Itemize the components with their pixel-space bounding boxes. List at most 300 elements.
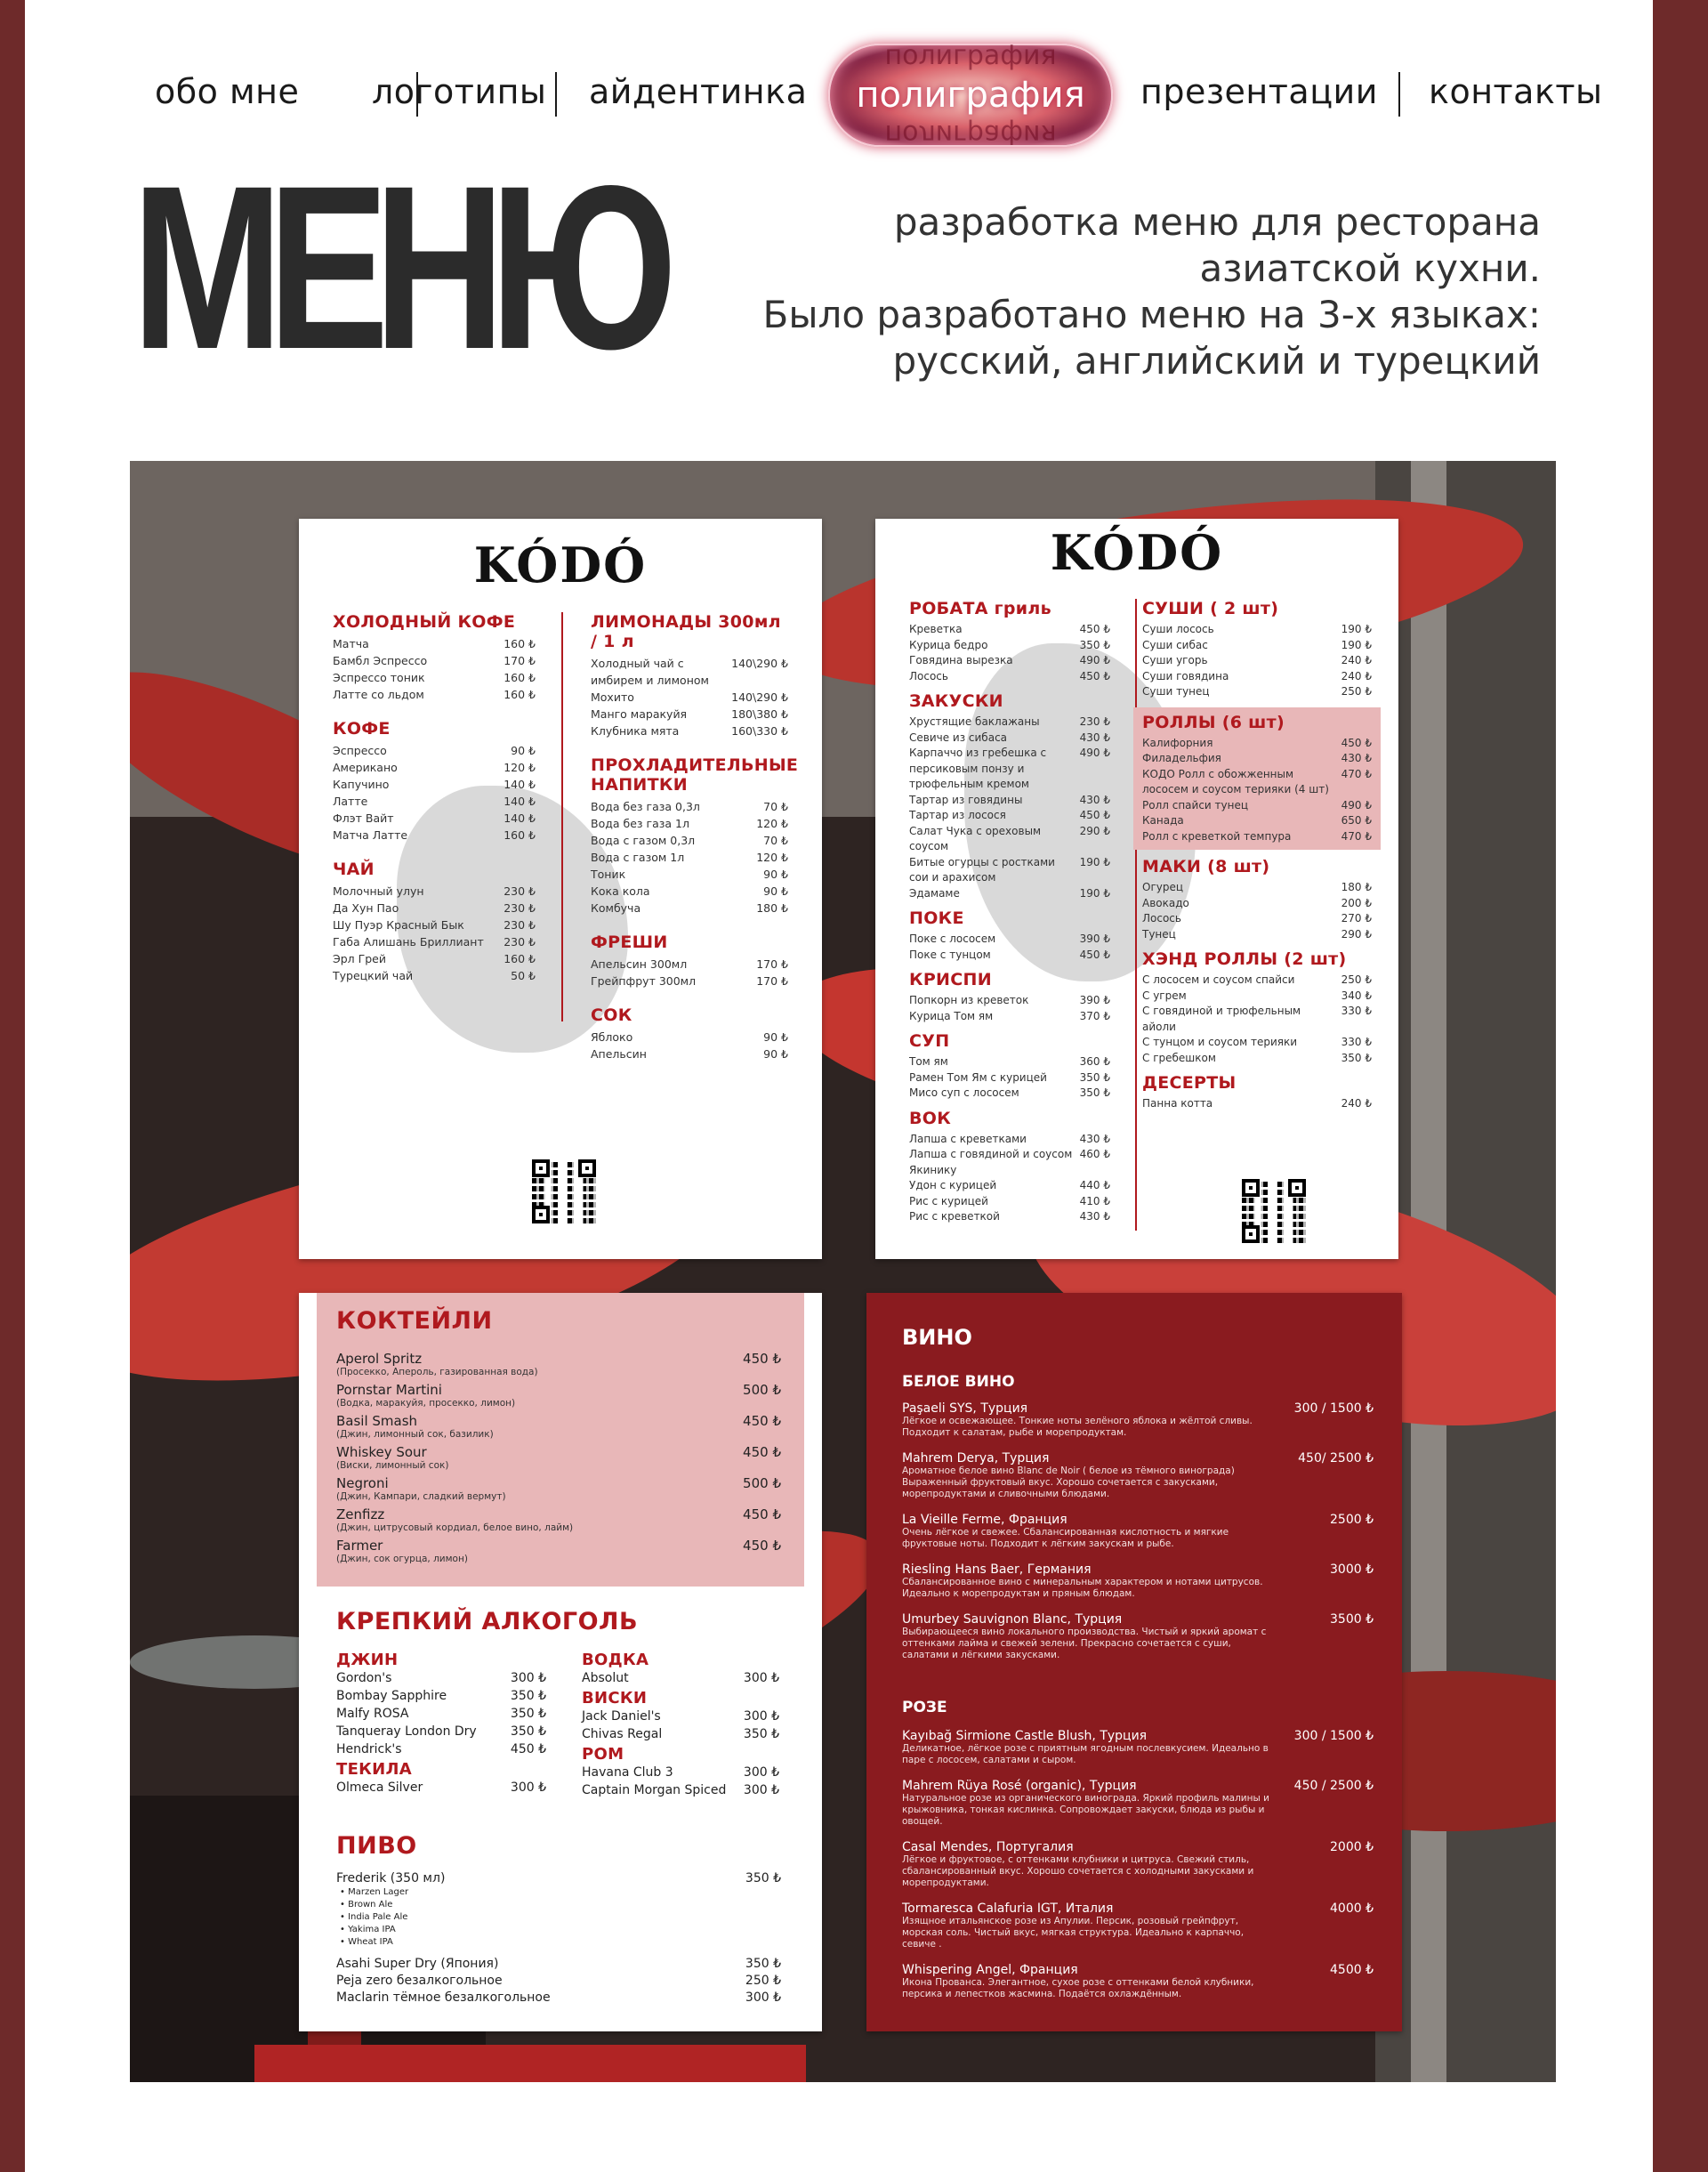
item-price: 450 ₺ — [1079, 809, 1110, 821]
menu-section — [1133, 1073, 1381, 1112]
menu-item-row — [909, 993, 1110, 1009]
menu-item-row — [1142, 767, 1372, 798]
menu-section — [900, 908, 1119, 963]
item-name: Тунец — [1142, 927, 1176, 941]
drink-name: Chivas Regal — [582, 1727, 663, 1741]
kodo-logo: KÓDÓ — [1050, 524, 1224, 581]
page — [25, 0, 1653, 2172]
menu-item-row — [909, 932, 1110, 948]
item-price: 230 ₺ — [504, 935, 536, 949]
beer-price: 250 ₺ — [745, 1974, 781, 1988]
cocktail-price: 450 ₺ — [743, 1351, 781, 1367]
menu-item-row — [591, 883, 788, 900]
drink-row — [582, 1781, 779, 1799]
item-price: 330 ₺ — [1341, 1005, 1372, 1017]
item-name: Грейпфрут 300мл — [591, 974, 697, 988]
menu-card-wine — [866, 1293, 1402, 2031]
wine-price: 4500 ₺ — [1330, 1963, 1374, 1977]
item-price: 370 ₺ — [1079, 1009, 1110, 1022]
item-price: 70 ₺ — [763, 834, 788, 847]
item-name: Хрустящие баклажаны — [909, 715, 1040, 728]
item-name: Суши угорь — [1142, 654, 1208, 666]
menu-item-row — [333, 759, 536, 776]
item-price: 240 ₺ — [1341, 669, 1372, 682]
wine-price: 2500 ₺ — [1330, 1513, 1374, 1527]
nav-about[interactable]: обо мне — [155, 72, 300, 111]
cocktail-ingredients: (Джин, лимонный сок, базилик) — [336, 1429, 494, 1440]
drink-price: 350 ₺ — [510, 1689, 546, 1703]
beer-name: Peja zero безалкогольное — [336, 1974, 503, 1988]
item-price: 250 ₺ — [1341, 685, 1372, 698]
item-name: Ролл спайси тунец — [1142, 798, 1249, 811]
item-name: Апельсин — [591, 1047, 647, 1061]
drink-name: Absolut — [582, 1671, 629, 1685]
wine-name: Umurbey Sauvignon Blanc, Турция — [902, 1612, 1123, 1627]
menu-item-row — [909, 886, 1110, 902]
section-title: ВИСКИ — [582, 1689, 648, 1708]
drink-price: 300 ₺ — [510, 1780, 546, 1795]
menu-section — [900, 1031, 1119, 1102]
nav-contacts[interactable]: контакты — [1429, 72, 1603, 111]
beer-name: Asahi Super Dry (Япония) — [336, 1957, 499, 1971]
item-price: 360 ₺ — [1079, 1055, 1110, 1068]
drink-row — [336, 1723, 546, 1740]
cocktail-ingredients: (Водка, маракуйя, просекко, лимон) — [336, 1398, 516, 1409]
menu-item-row — [1142, 751, 1372, 767]
item-price: 180 ₺ — [756, 901, 788, 915]
menu-item-row — [591, 1046, 788, 1062]
wine-item — [902, 1401, 1374, 1439]
item-price: 170 ₺ — [504, 654, 536, 667]
white-wine-list — [902, 1401, 1374, 1674]
beer-price: 300 ₺ — [745, 1990, 781, 2005]
section-title: ЧАЙ — [333, 860, 375, 879]
drink-name: Bombay Sapphire — [336, 1689, 447, 1703]
cocktail-name: Pornstar Martini — [336, 1382, 442, 1398]
item-price: 240 ₺ — [1341, 654, 1372, 666]
item-price: 450 ₺ — [1079, 623, 1110, 635]
item-price: 350 ₺ — [1341, 1051, 1372, 1064]
item-name: Филадельфия — [1142, 752, 1221, 764]
item-price: 270 ₺ — [1341, 912, 1372, 925]
item-price: 120 ₺ — [504, 761, 536, 774]
section-title: ВОДКА — [582, 1651, 649, 1669]
wine-name: Casal Mendes, Португалия — [902, 1840, 1074, 1854]
item-name: Удон с курицей — [909, 1179, 997, 1191]
menu-section — [582, 933, 797, 989]
cocktail-row — [336, 1445, 781, 1460]
wine-description: Выбирающееся вино локального производства. Чистый и яркий аромат с оттенками лайма и свежей зелени. Прекрасно сочетается с суши, салатами и лёгкими закусками. — [902, 1627, 1267, 1660]
item-name: С угрем — [1142, 989, 1187, 1002]
nav-divider — [1398, 72, 1400, 117]
menu-card-drinks — [299, 519, 822, 1259]
menu-item-row — [333, 900, 536, 916]
item-name: Говядина вырезка — [909, 654, 1013, 666]
item-name: Латте со льдом — [333, 688, 424, 701]
item-name: Битые огурцы с ростками сои и арахисом — [909, 855, 1055, 884]
drink-name: Olmeca Silver — [336, 1780, 423, 1795]
section-title: ДЕСЕРТЫ — [1142, 1073, 1237, 1093]
wine-description: Лёгкое и фруктовое, с оттенками клубники и цитруса. Свежий стиль, сбалансированный вкус. Хорошо сочетается с холодными закусками и морепродуктами. — [902, 1854, 1254, 1888]
drink-price: 300 ₺ — [743, 1765, 779, 1780]
item-name: Эдамаме — [909, 886, 960, 900]
item-price: 120 ₺ — [756, 851, 788, 864]
cocktails-title: КОКТЕЙЛИ — [336, 1307, 493, 1335]
item-name: Суши тунец — [1142, 685, 1210, 698]
item-name: Мисо суп с лососем — [909, 1086, 1019, 1099]
cocktail-name: Zenfizz — [336, 1506, 385, 1522]
description-line: Было разработано меню на 3-х языках: — [762, 293, 1541, 336]
menu-item-row — [591, 689, 788, 706]
menu-item-row — [333, 967, 536, 984]
menu-item-row — [909, 715, 1110, 731]
cocktail-row — [336, 1383, 781, 1398]
beer-row — [336, 1990, 781, 2006]
item-name: Эрл Грей — [333, 952, 386, 965]
cocktail-name: Farmer — [336, 1538, 383, 1554]
beer-sort: • Brown Ale — [340, 1900, 393, 1910]
item-name: Суши сибас — [1142, 638, 1208, 651]
description-line: русский, английский и турецкий — [892, 339, 1541, 383]
item-price: 190 ₺ — [1341, 638, 1372, 651]
wine-title: ВИНО — [902, 1325, 972, 1350]
food-right-column — [1142, 599, 1381, 1119]
wine-price: 450 / 2500 ₺ — [1293, 1779, 1374, 1793]
wine-price: 300 / 1500 ₺ — [1293, 1401, 1374, 1416]
item-name: Лапша с креветками — [909, 1132, 1027, 1145]
strong-right-column — [582, 1649, 779, 1799]
menu-section — [582, 1005, 797, 1062]
cocktail-row — [336, 1507, 781, 1522]
item-price: 140\290 ₺ — [731, 657, 788, 670]
item-price: 390 ₺ — [1079, 933, 1110, 945]
item-price: 460 ₺ — [1079, 1148, 1110, 1160]
item-price: 450 ₺ — [1079, 669, 1110, 682]
item-price: 650 ₺ — [1341, 814, 1372, 827]
menu-item-row — [909, 808, 1110, 824]
menu-item-row — [591, 956, 788, 973]
drink-price: 350 ₺ — [510, 1707, 546, 1721]
rose-wine-list — [902, 1729, 1374, 2013]
drink-name: Jack Daniel's — [582, 1709, 661, 1724]
item-name: Флэт Вайт — [333, 811, 394, 825]
beer-price: 350 ₺ — [745, 1871, 781, 1885]
cocktail-name: Aperol Spritz — [336, 1351, 423, 1367]
item-name: Матча — [333, 637, 369, 650]
menu-item-row — [1142, 973, 1372, 989]
top-navigation — [130, 40, 1603, 149]
beer-sort: • India Pale Ale — [340, 1912, 408, 1922]
beer-name: Maclarin тёмное безалкогольное — [336, 1990, 551, 2005]
nav-active-reflection: полиграфия — [884, 40, 1057, 71]
wine-name: Paşaeli SYS, Турция — [902, 1401, 1028, 1416]
wine-item — [902, 1612, 1374, 1661]
page-title: МЕНЮ — [132, 137, 663, 398]
item-name: Капучино — [333, 778, 390, 791]
menu-section — [900, 1109, 1119, 1225]
beer-row — [336, 1973, 781, 1990]
item-name: Яблоко — [591, 1030, 633, 1044]
drink-price: 450 ₺ — [510, 1742, 546, 1756]
item-price: 230 ₺ — [504, 884, 536, 898]
item-name: Американо — [333, 761, 398, 774]
item-name: Манго маракуйя — [591, 707, 688, 721]
menu-item-row — [591, 655, 788, 689]
cocktail-row — [336, 1538, 781, 1554]
item-name: Кока кола — [591, 884, 650, 898]
menu-item-row — [1142, 1051, 1372, 1067]
item-price: 50 ₺ — [511, 969, 536, 982]
item-price: 350 ₺ — [1079, 1086, 1110, 1099]
menu-item-row — [333, 827, 536, 844]
item-price: 190 ₺ — [1079, 886, 1110, 900]
section-title: ПОКЕ — [909, 908, 964, 928]
menu-item-row — [333, 933, 536, 950]
item-name: С говядиной и трюфельным айоли — [1142, 1005, 1301, 1033]
item-price: 140 ₺ — [504, 778, 536, 791]
item-name: Огурец — [1142, 881, 1184, 893]
food-left-column — [909, 599, 1119, 1232]
cocktail-ingredients: (Джин, сок огурца, лимон) — [336, 1554, 468, 1564]
section-title: ПРОХЛАДИТЕЛЬНЫЕ НАПИТКИ — [591, 755, 799, 795]
wine-price: 4000 ₺ — [1330, 1902, 1374, 1916]
drink-row — [582, 1764, 779, 1781]
menu-item-row — [591, 832, 788, 849]
wine-description: Ароматное белое вино Blanc de Noir ( белое из тёмного винограда) Выраженный фруктовый вкус. Хорошо сочетается с закусками, морепродуктами и сливочными блюдами. — [902, 1465, 1235, 1499]
item-name: Канада — [1142, 814, 1184, 827]
qr-code[interactable] — [532, 1159, 596, 1223]
item-name: Суши говядина — [1142, 669, 1229, 682]
cocktail-name: Negroni — [336, 1475, 389, 1491]
item-price: 140 ₺ — [504, 795, 536, 808]
menu-section — [900, 970, 1119, 1024]
item-name: Комбуча — [591, 901, 641, 915]
section-title: ТЕКИЛА — [336, 1760, 413, 1779]
drink-name: Malfy ROSA — [336, 1707, 409, 1721]
item-name: Том ям — [909, 1055, 948, 1068]
beer-sort: • Marzen Lager — [340, 1887, 409, 1897]
cocktail-ingredients: (Джин, цитрусовый кордиал, белое вино, лайм) — [336, 1522, 574, 1533]
menu-item-row — [909, 1132, 1110, 1148]
wine-description: Лёгкое и освежающее. Тонкие ноты зелёного яблока и жёлтой сливы. Подходит к салатам, рыбе и морепродуктам. — [902, 1416, 1253, 1438]
nav-presentations[interactable]: презентации — [1140, 72, 1378, 111]
section-title: ХОЛОДНЫЙ КОФЕ — [333, 612, 516, 632]
item-price: 230 ₺ — [504, 918, 536, 932]
item-price: 160 ₺ — [504, 688, 536, 701]
beer-price: 350 ₺ — [745, 1957, 781, 1971]
item-name: С лососем и соусом спайси — [1142, 973, 1295, 986]
menu-item-row — [1142, 669, 1372, 685]
item-price: 430 ₺ — [1079, 793, 1110, 806]
menu-item-row — [591, 815, 788, 832]
item-price: 250 ₺ — [1341, 973, 1372, 986]
item-name: Севиче из сибаса — [909, 731, 1008, 744]
item-price: 140 ₺ — [504, 811, 536, 825]
menu-item-row — [1142, 638, 1372, 654]
item-price: 290 ₺ — [1079, 824, 1110, 837]
item-name: Бамбл Эспрессо — [333, 654, 428, 667]
item-price: 200 ₺ — [1341, 896, 1372, 909]
drink-price: 300 ₺ — [743, 1783, 779, 1797]
section-title: ЗАКУСКИ — [909, 691, 1003, 711]
drink-price: 350 ₺ — [510, 1724, 546, 1739]
wine-price: 2000 ₺ — [1330, 1840, 1374, 1854]
menu-section — [900, 599, 1119, 684]
menu-card-bar — [299, 1293, 822, 2031]
menu-section — [582, 612, 797, 739]
menu-item-row — [591, 849, 788, 866]
menu-item-row — [909, 622, 1110, 638]
menu-item-row — [909, 1086, 1110, 1102]
item-price: 350 ₺ — [1079, 1070, 1110, 1084]
column-divider — [561, 612, 563, 1021]
project-description — [687, 199, 1541, 384]
item-name: Да Хун Пао — [333, 901, 399, 915]
item-name: Шу Пуэр Красный Бык — [333, 918, 464, 932]
item-name: Латте — [333, 795, 368, 808]
item-price: 160\330 ₺ — [731, 724, 788, 738]
menu-item-row — [909, 746, 1110, 793]
item-price: 410 ₺ — [1079, 1194, 1110, 1207]
item-name: Эспрессо тоник — [333, 671, 425, 684]
section-title: ВОК — [909, 1108, 952, 1128]
menu-item-row — [333, 635, 536, 652]
wine-item — [902, 1451, 1374, 1500]
item-name: Курица бедро — [909, 638, 988, 651]
item-price: 90 ₺ — [763, 884, 788, 898]
white-wine-title: БЕЛОЕ ВИНО — [902, 1373, 1015, 1391]
nav-active-reflection: полиграфия — [884, 118, 1057, 149]
cocktail-row — [336, 1476, 781, 1491]
item-price: 470 ₺ — [1341, 767, 1372, 780]
item-price: 350 ₺ — [1079, 638, 1110, 651]
wine-name: Riesling Hans Baer, Германия — [902, 1562, 1092, 1577]
item-name: Лосось — [1142, 912, 1181, 925]
drink-name: Hendrick's — [336, 1742, 402, 1756]
nav-identity[interactable]: айдентинка — [589, 72, 808, 111]
item-name: Тоник — [591, 868, 626, 881]
item-name: Лосось — [909, 669, 948, 682]
wine-name: Mahrem Derya, Турция — [902, 1451, 1050, 1465]
menu-item-row — [333, 652, 536, 669]
cocktail-row — [336, 1352, 781, 1367]
wine-description: Сбалансированное вино с минеральным характером и нотами цитрусов. Идеально к морепродуктам и пряным блюдам. — [902, 1577, 1263, 1599]
section-title: КОФЕ — [333, 719, 391, 739]
menu-item-row — [909, 1209, 1110, 1225]
item-name: Ролл с креветкой темпура — [1142, 829, 1292, 843]
menu-item-row — [591, 1029, 788, 1046]
cocktail-price: 500 ₺ — [743, 1475, 781, 1491]
item-price: 230 ₺ — [1079, 715, 1110, 728]
beer-name: Frederik (350 мл) — [336, 1871, 446, 1885]
item-price: 160 ₺ — [504, 952, 536, 965]
description-line: разработка меню для ресторана — [893, 200, 1541, 244]
item-name: Матча Латте — [333, 828, 408, 842]
menu-item-row — [909, 824, 1110, 855]
menu-item-row — [1142, 911, 1372, 927]
beer-row — [336, 1956, 781, 1973]
drink-name: Captain Morgan Spiced — [582, 1783, 727, 1797]
item-name: Попкорн из креветок — [909, 994, 1029, 1006]
menu-item-row — [591, 973, 788, 989]
drink-name: Gordon's — [336, 1671, 392, 1685]
menu-item-row — [1142, 829, 1372, 845]
menu-card-food — [875, 519, 1398, 1259]
item-price: 140\290 ₺ — [731, 690, 788, 704]
wine-item — [902, 1562, 1374, 1600]
menu-item-row — [909, 1009, 1110, 1025]
item-name: Лапша с говядиной и соусом Якинику — [909, 1148, 1073, 1176]
qr-code[interactable] — [1242, 1179, 1306, 1243]
item-name: Холодный чай с имбирем и лимоном — [591, 657, 709, 687]
menu-section — [1133, 707, 1381, 851]
wine-item — [902, 1729, 1374, 1766]
menu-item-row — [333, 742, 536, 759]
item-name: Мохито — [591, 690, 634, 704]
item-name: Апельсин 300мл — [591, 957, 688, 971]
item-price: 430 ₺ — [1341, 752, 1372, 764]
item-price: 240 ₺ — [1341, 1097, 1372, 1110]
menu-item-row — [1142, 989, 1372, 1005]
drink-price: 300 ₺ — [510, 1671, 546, 1685]
menu-item-row — [1142, 880, 1372, 896]
item-price: 290 ₺ — [1341, 927, 1372, 941]
item-name: Калифорния — [1142, 736, 1213, 749]
menu-item-row — [909, 855, 1110, 886]
strong-left-column — [336, 1649, 546, 1797]
menu-item-row — [1142, 653, 1372, 669]
menu-item-row — [591, 706, 788, 723]
beer-row — [336, 1871, 781, 1886]
wine-description: Икона Прованса. Элегантное, сухое розе с оттенками белой клубники, персика и лепестков жасмина. Подаётся охлаждённым. — [902, 1977, 1254, 1999]
cocktail-ingredients: (Джин, Кампари, сладкий вермут) — [336, 1491, 506, 1502]
item-price: 490 ₺ — [1341, 798, 1372, 811]
item-name: КОДО Ролл с обожженным лососем и соусом терияки (4 шт) — [1142, 767, 1329, 795]
item-price: 190 ₺ — [1079, 855, 1110, 868]
section-title: СУШИ ( 2 шт) — [1142, 599, 1279, 618]
wine-name: Tormaresca Calafuria IGT, Италия — [902, 1902, 1114, 1916]
section-title: ДЖИН — [336, 1651, 399, 1669]
drink-row — [336, 1669, 546, 1687]
beer-sort: • Yakima IPA — [340, 1925, 396, 1934]
wine-item — [902, 1840, 1374, 1889]
menu-item-row — [591, 900, 788, 916]
drink-price: 350 ₺ — [743, 1727, 779, 1741]
menu-item-row — [591, 866, 788, 883]
drink-row — [336, 1740, 546, 1758]
section-title: СОК — [591, 1005, 632, 1025]
item-name: Тартар из лосося — [909, 809, 1006, 821]
menu-section — [1133, 857, 1381, 942]
beer-list — [336, 1871, 781, 2006]
cocktail-name: Basil Smash — [336, 1413, 418, 1429]
item-name: Рис с креветкой — [909, 1210, 1000, 1223]
item-price: 490 ₺ — [1079, 747, 1110, 759]
wine-price: 450/ 2500 ₺ — [1298, 1451, 1374, 1465]
menu-item-row — [909, 1178, 1110, 1194]
nav-printing-active[interactable] — [828, 40, 1113, 149]
section-title: ХЭНД РОЛЛЫ (2 шт) — [1142, 949, 1347, 969]
menu-item-row — [909, 638, 1110, 654]
nav-logos[interactable]: логотипы — [372, 72, 547, 111]
menu-section — [582, 755, 797, 916]
item-price: 180 ₺ — [1341, 881, 1372, 893]
drinks-left-column — [333, 612, 544, 1000]
nav-printing-label: полиграфия — [856, 75, 1085, 116]
wine-price: 3000 ₺ — [1330, 1562, 1374, 1577]
menu-section — [1133, 949, 1381, 1066]
cocktail-price: 450 ₺ — [743, 1444, 781, 1460]
